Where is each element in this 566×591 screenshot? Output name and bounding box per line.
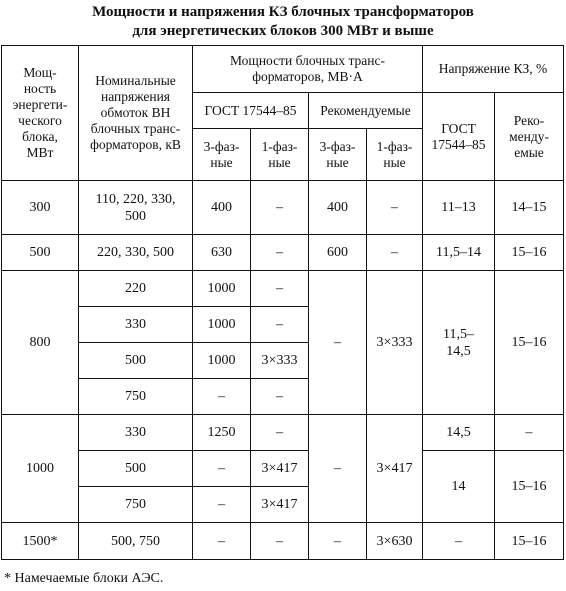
cell-gost-3ph: – — [193, 523, 251, 560]
cell-sc-rec: 14–15 — [495, 181, 564, 235]
cell-rec-1ph: 3×333 — [367, 271, 423, 415]
table-row — [2, 415, 564, 451]
cell-gost-1ph: – — [251, 523, 309, 560]
cell-gost-1ph: – — [251, 307, 309, 343]
cell-gost-3ph: – — [193, 487, 251, 523]
table-row — [2, 451, 564, 487]
cell-sc-rec: 15–16 — [495, 235, 564, 271]
cell-gost-1ph: – — [251, 181, 309, 235]
cell-gost-1ph: – — [251, 235, 309, 271]
header-rec-1ph: 1-фаз- ные — [367, 129, 423, 181]
cell-sc-gost: 11,5– 14,5 — [423, 271, 495, 415]
cell-rec-3ph: – — [309, 523, 367, 560]
footnote: * Намечаемые блоки АЭС. — [4, 571, 164, 586]
cell-gost-1ph: 3×333 — [251, 343, 309, 379]
cell-voltage: 500, 750 — [79, 523, 193, 560]
cell-unit: 1500* — [2, 523, 79, 560]
table-row — [2, 181, 564, 235]
header-sc-recommended: Реко- менду- емые — [495, 93, 564, 181]
title-line-2: для энергетических блоков 300 МВт и выше — [132, 23, 434, 39]
cell-sc-gost: 11,5–14 — [423, 235, 495, 271]
cell-voltage: 750 — [79, 487, 193, 523]
cell-rec-1ph: – — [367, 181, 423, 235]
cell-voltage: 500 — [79, 343, 193, 379]
cell-voltage: 220, 330, 500 — [79, 235, 193, 271]
cell-unit: 300 — [2, 181, 79, 235]
header-unit-power: Мощ- ность энергети- ческого блока, МВт — [2, 46, 79, 181]
cell-voltage: 750 — [79, 379, 193, 415]
cell-gost-1ph: 3×417 — [251, 487, 309, 523]
cell-gost-3ph: – — [193, 379, 251, 415]
cell-rec-1ph: 3×417 — [367, 415, 423, 523]
cell-gost-3ph: 1000 — [193, 271, 251, 307]
cell-gost-3ph: 400 — [193, 181, 251, 235]
table-row — [2, 235, 564, 271]
cell-gost-3ph: – — [193, 451, 251, 487]
table-row — [2, 271, 564, 307]
cell-gost-1ph: – — [251, 271, 309, 307]
cell-sc-gost: – — [423, 523, 495, 560]
cell-sc-gost: 14 — [423, 451, 495, 523]
transformer-table — [1, 45, 564, 560]
cell-gost-1ph: – — [251, 415, 309, 451]
header-gost-1ph: 1-фаз- ные — [251, 129, 309, 181]
cell-gost-3ph: 630 — [193, 235, 251, 271]
cell-sc-rec: – — [495, 415, 564, 451]
cell-rec-3ph: – — [309, 415, 367, 523]
cell-rec-3ph: 600 — [309, 235, 367, 271]
cell-unit: 800 — [2, 271, 79, 415]
cell-voltage: 330 — [79, 307, 193, 343]
cell-unit: 1000 — [2, 415, 79, 523]
cell-rec-3ph: 400 — [309, 181, 367, 235]
cell-voltage: 110, 220, 330, 500 — [79, 181, 193, 235]
table-title — [0, 3, 566, 41]
cell-rec-1ph: – — [367, 235, 423, 271]
cell-rec-3ph: – — [309, 271, 367, 415]
cell-sc-gost: 14,5 — [423, 415, 495, 451]
header-gost: ГОСТ 17544–85 — [193, 93, 309, 129]
cell-unit: 500 — [2, 235, 79, 271]
header-recommended: Рекомендуемые — [309, 93, 423, 129]
header-transformer-power: Мощности блочных транс- форматоров, МВ·А — [193, 46, 423, 93]
cell-voltage: 500 — [79, 451, 193, 487]
header-sc-gost: ГОСТ 17544–85 — [423, 93, 495, 181]
cell-voltage: 330 — [79, 415, 193, 451]
cell-voltage: 220 — [79, 271, 193, 307]
title-line-1: Мощности и напряжения КЗ блочных трансформаторов — [92, 4, 474, 20]
cell-sc-gost: 11–13 — [423, 181, 495, 235]
cell-sc-rec: 15–16 — [495, 271, 564, 415]
header-sc-voltage: Напряжение КЗ, % — [423, 46, 564, 93]
table-row — [2, 523, 564, 560]
cell-gost-3ph: 1000 — [193, 343, 251, 379]
header-rec-3ph: 3-фаз- ные — [309, 129, 367, 181]
cell-gost-3ph: 1250 — [193, 415, 251, 451]
header-gost-3ph: 3-фаз- ные — [193, 129, 251, 181]
header-hv-voltage: Номинальные напряжения обмоток ВН блочных транс- форматоров, кВ — [79, 46, 193, 181]
cell-gost-1ph: – — [251, 379, 309, 415]
cell-sc-rec: 15–16 — [495, 451, 564, 523]
cell-rec-1ph: 3×630 — [367, 523, 423, 560]
cell-gost-3ph: 1000 — [193, 307, 251, 343]
cell-gost-1ph: 3×417 — [251, 451, 309, 487]
cell-sc-rec: 15–16 — [495, 523, 564, 560]
